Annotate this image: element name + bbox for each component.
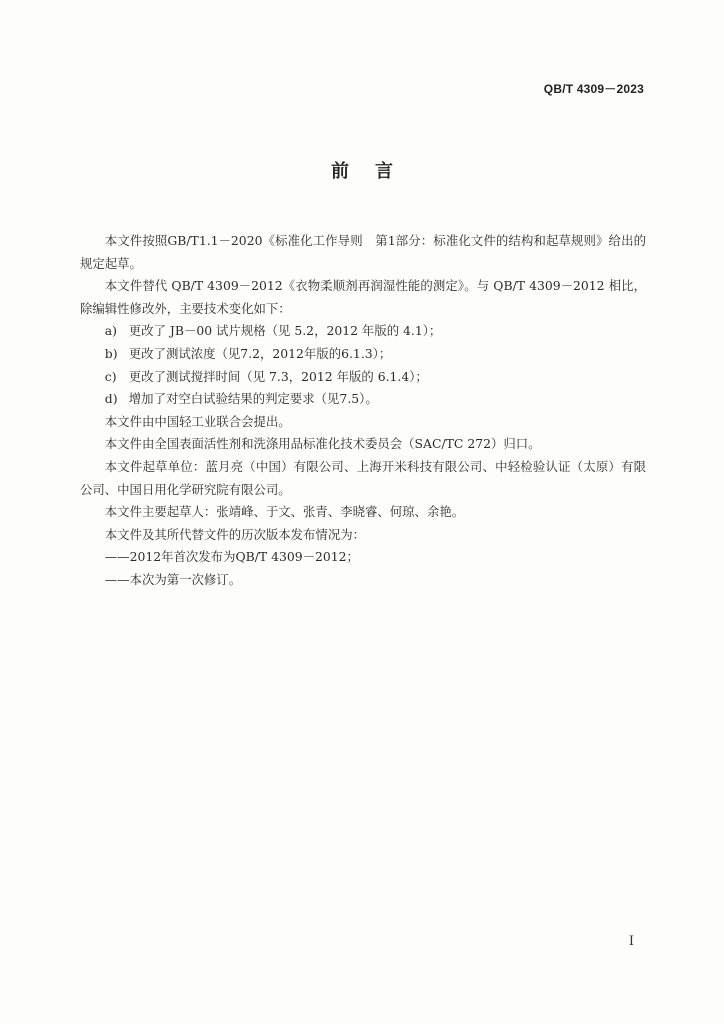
list-marker: a) (104, 323, 118, 339)
list-marker: b) (104, 345, 118, 361)
list-marker: c) (104, 368, 117, 384)
paragraph-committee: 本文件由全国表面活性剂和洗涤用品标准化技术委员会（SAC/TC 272）归口。 (104, 436, 541, 452)
document-code: QB/T 4309－2023 (543, 82, 644, 96)
paragraph-proposer: 本文件由中国轻工业联合会提出。 (104, 413, 291, 429)
paragraph-drafting-units: 本文件起草单位：蓝月亮（中国）有限公司、上海开米科技有限公司、中轻检验认证（太原）有限公司、中国日用化学研究院有限公司。 (80, 458, 646, 497)
list-item (80, 388, 646, 411)
list-item (80, 320, 646, 343)
list-item-text: 更改了 JB－00 试片规格（见 5.2，2012 年版的 4.1）； (128, 323, 442, 339)
list-item-text: 更改了测试浓度（见7.2，2012年版的6.1.3）； (128, 345, 392, 361)
foreword-body (80, 230, 646, 592)
list-item (80, 366, 646, 389)
page-number: I (628, 934, 634, 949)
list-item (80, 343, 646, 366)
paragraph-drafting-rules: 本文件按照GB/T1.1－2020《标准化工作导则 第1部分：标准化文件的结构和起草规则》给出的规定起草。 (80, 233, 646, 271)
paragraph-drafters: 本文件主要起草人：张靖峰、于文、张青、李晓睿、何琼、余艳。 (104, 504, 465, 520)
list-item-text: 增加了对空白试验结果的判定要求（见7.5）。 (128, 391, 378, 407)
paragraph-replaces: 本文件替代 QB/T 4309－2012《衣物柔顺剂再润湿性能的测定》。与 QB/T 4309－2012 相比，除编辑性修改外，主要技术变化如下： (80, 278, 646, 316)
list-marker: d) (104, 391, 118, 407)
page-title: 前言 (331, 161, 419, 182)
list-item-text: 更改了测试搅拌时间（见 7.3，2012 年版的 6.1.4）； (128, 368, 428, 384)
paragraph-history: 本文件及其所代替文件的历次版本发布情况为： (104, 526, 365, 542)
history-item: ——2012年首次发布为QB/T 4309－2012； (104, 549, 359, 565)
history-item: ——本次为第一次修订。 (104, 571, 242, 587)
